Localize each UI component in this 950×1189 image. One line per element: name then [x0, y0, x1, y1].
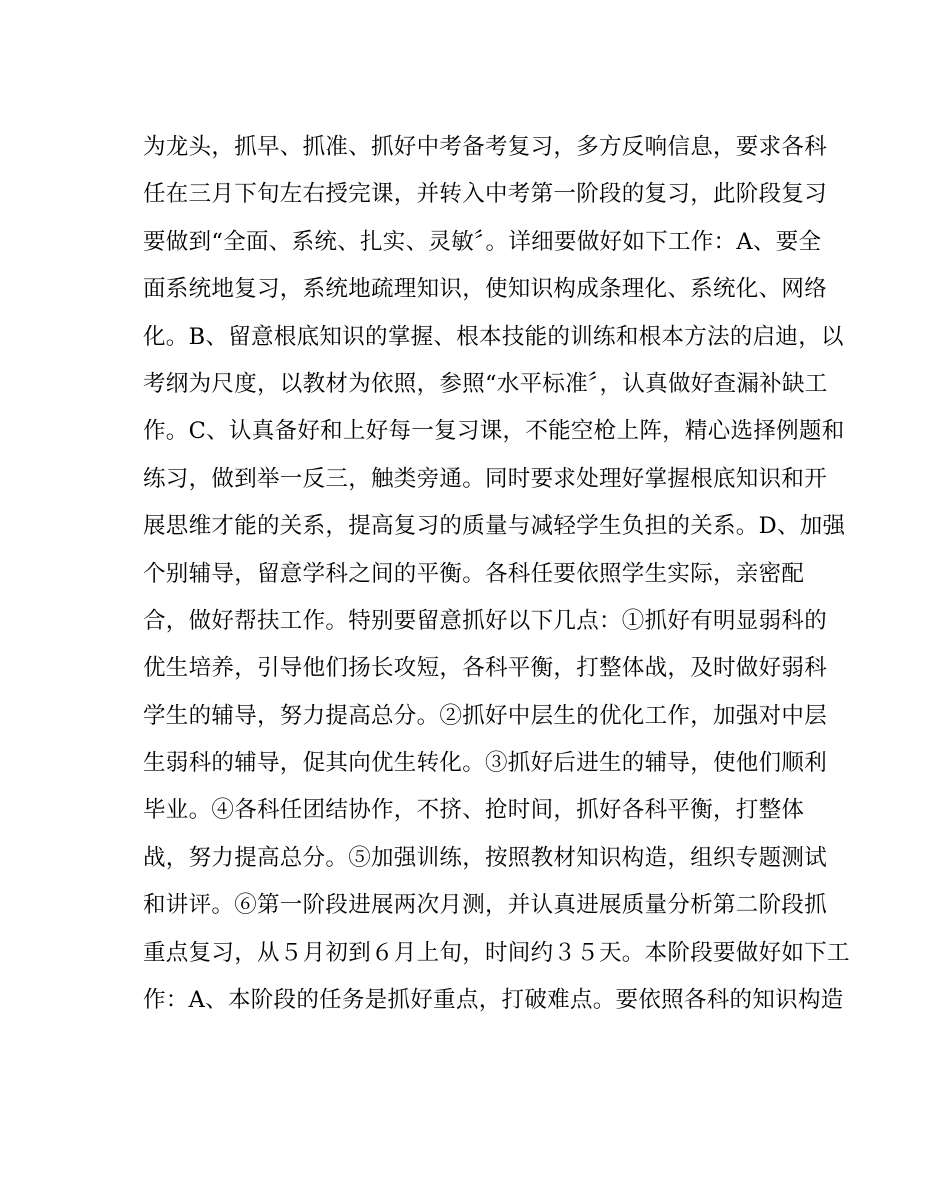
- text-line: 优生培养，引导他们扬长攻短，各科平衡，打整体战，及时做好弱科: [143, 655, 828, 682]
- text-line: 重点复习，从５月初到６月上旬，时间约３５天。本阶段要做好如下工: [143, 939, 850, 966]
- body-text: [143, 124, 850, 1024]
- text-line: 个别辅导，留意学科之间的平衡。各科任要依照学生实际，亲密配: [143, 560, 805, 587]
- text-line: 考纲为尺度，以教材为依照，参照“水平标准〞，认真做好查漏补缺工: [143, 370, 828, 397]
- text-line: 练习，做到举一反三，触类旁通。同时要求处理好掌握根底知识和开: [143, 465, 828, 492]
- text-line: 合，做好帮扶工作。特别要留意抓好以下几点：①抓好有明显弱科的: [143, 607, 828, 634]
- text-line: 毕业。④各科任团结协作，不挤、抢时间，抓好各科平衡，打整体: [143, 797, 805, 824]
- text-line: 面系统地复习，系统地疏理知识，使知识构成条理化、系统化、网络: [143, 276, 828, 303]
- text-line: 作：A、本阶段的任务是抓好重点，打破难点。要依照各科的知识构造: [143, 987, 844, 1014]
- text-line: 战，努力提高总分。⑤加强训练，按照教材知识构造，组织专题测试: [143, 844, 828, 871]
- text-line: 展思维才能的关系，提高复习的质量与减轻学生负担的关系。D、加强: [143, 513, 846, 540]
- text-line: 化。B、留意根底知识的掌握、根本技能的训练和根本方法的启迪，以: [143, 323, 844, 350]
- text-line: 作。C、认真备好和上好每一复习课，不能空枪上阵，精心选择例题和: [143, 418, 845, 445]
- text-line: 生弱科的辅导，促其向优生转化。③抓好后进生的辅导，使他们顺利: [143, 750, 828, 777]
- text-line: 学生的辅导，努力提高总分。②抓好中层生的优化工作，加强对中层: [143, 702, 828, 729]
- text-line: 和讲评。⑥第一阶段进展两次月测，并认真进展质量分析第二阶段抓: [143, 892, 828, 919]
- text-line: 为龙头，抓早、抓准、抓好中考备考复习，多方反响信息，要求各科: [143, 134, 828, 160]
- text-line: 要做到“全面、系统、扎实、灵敏〞。详细要做好如下工作：A、要全: [143, 228, 822, 255]
- text-line: 任在三月下旬左右授完课，并转入中考第一阶段的复习，此阶段复习: [143, 181, 828, 208]
